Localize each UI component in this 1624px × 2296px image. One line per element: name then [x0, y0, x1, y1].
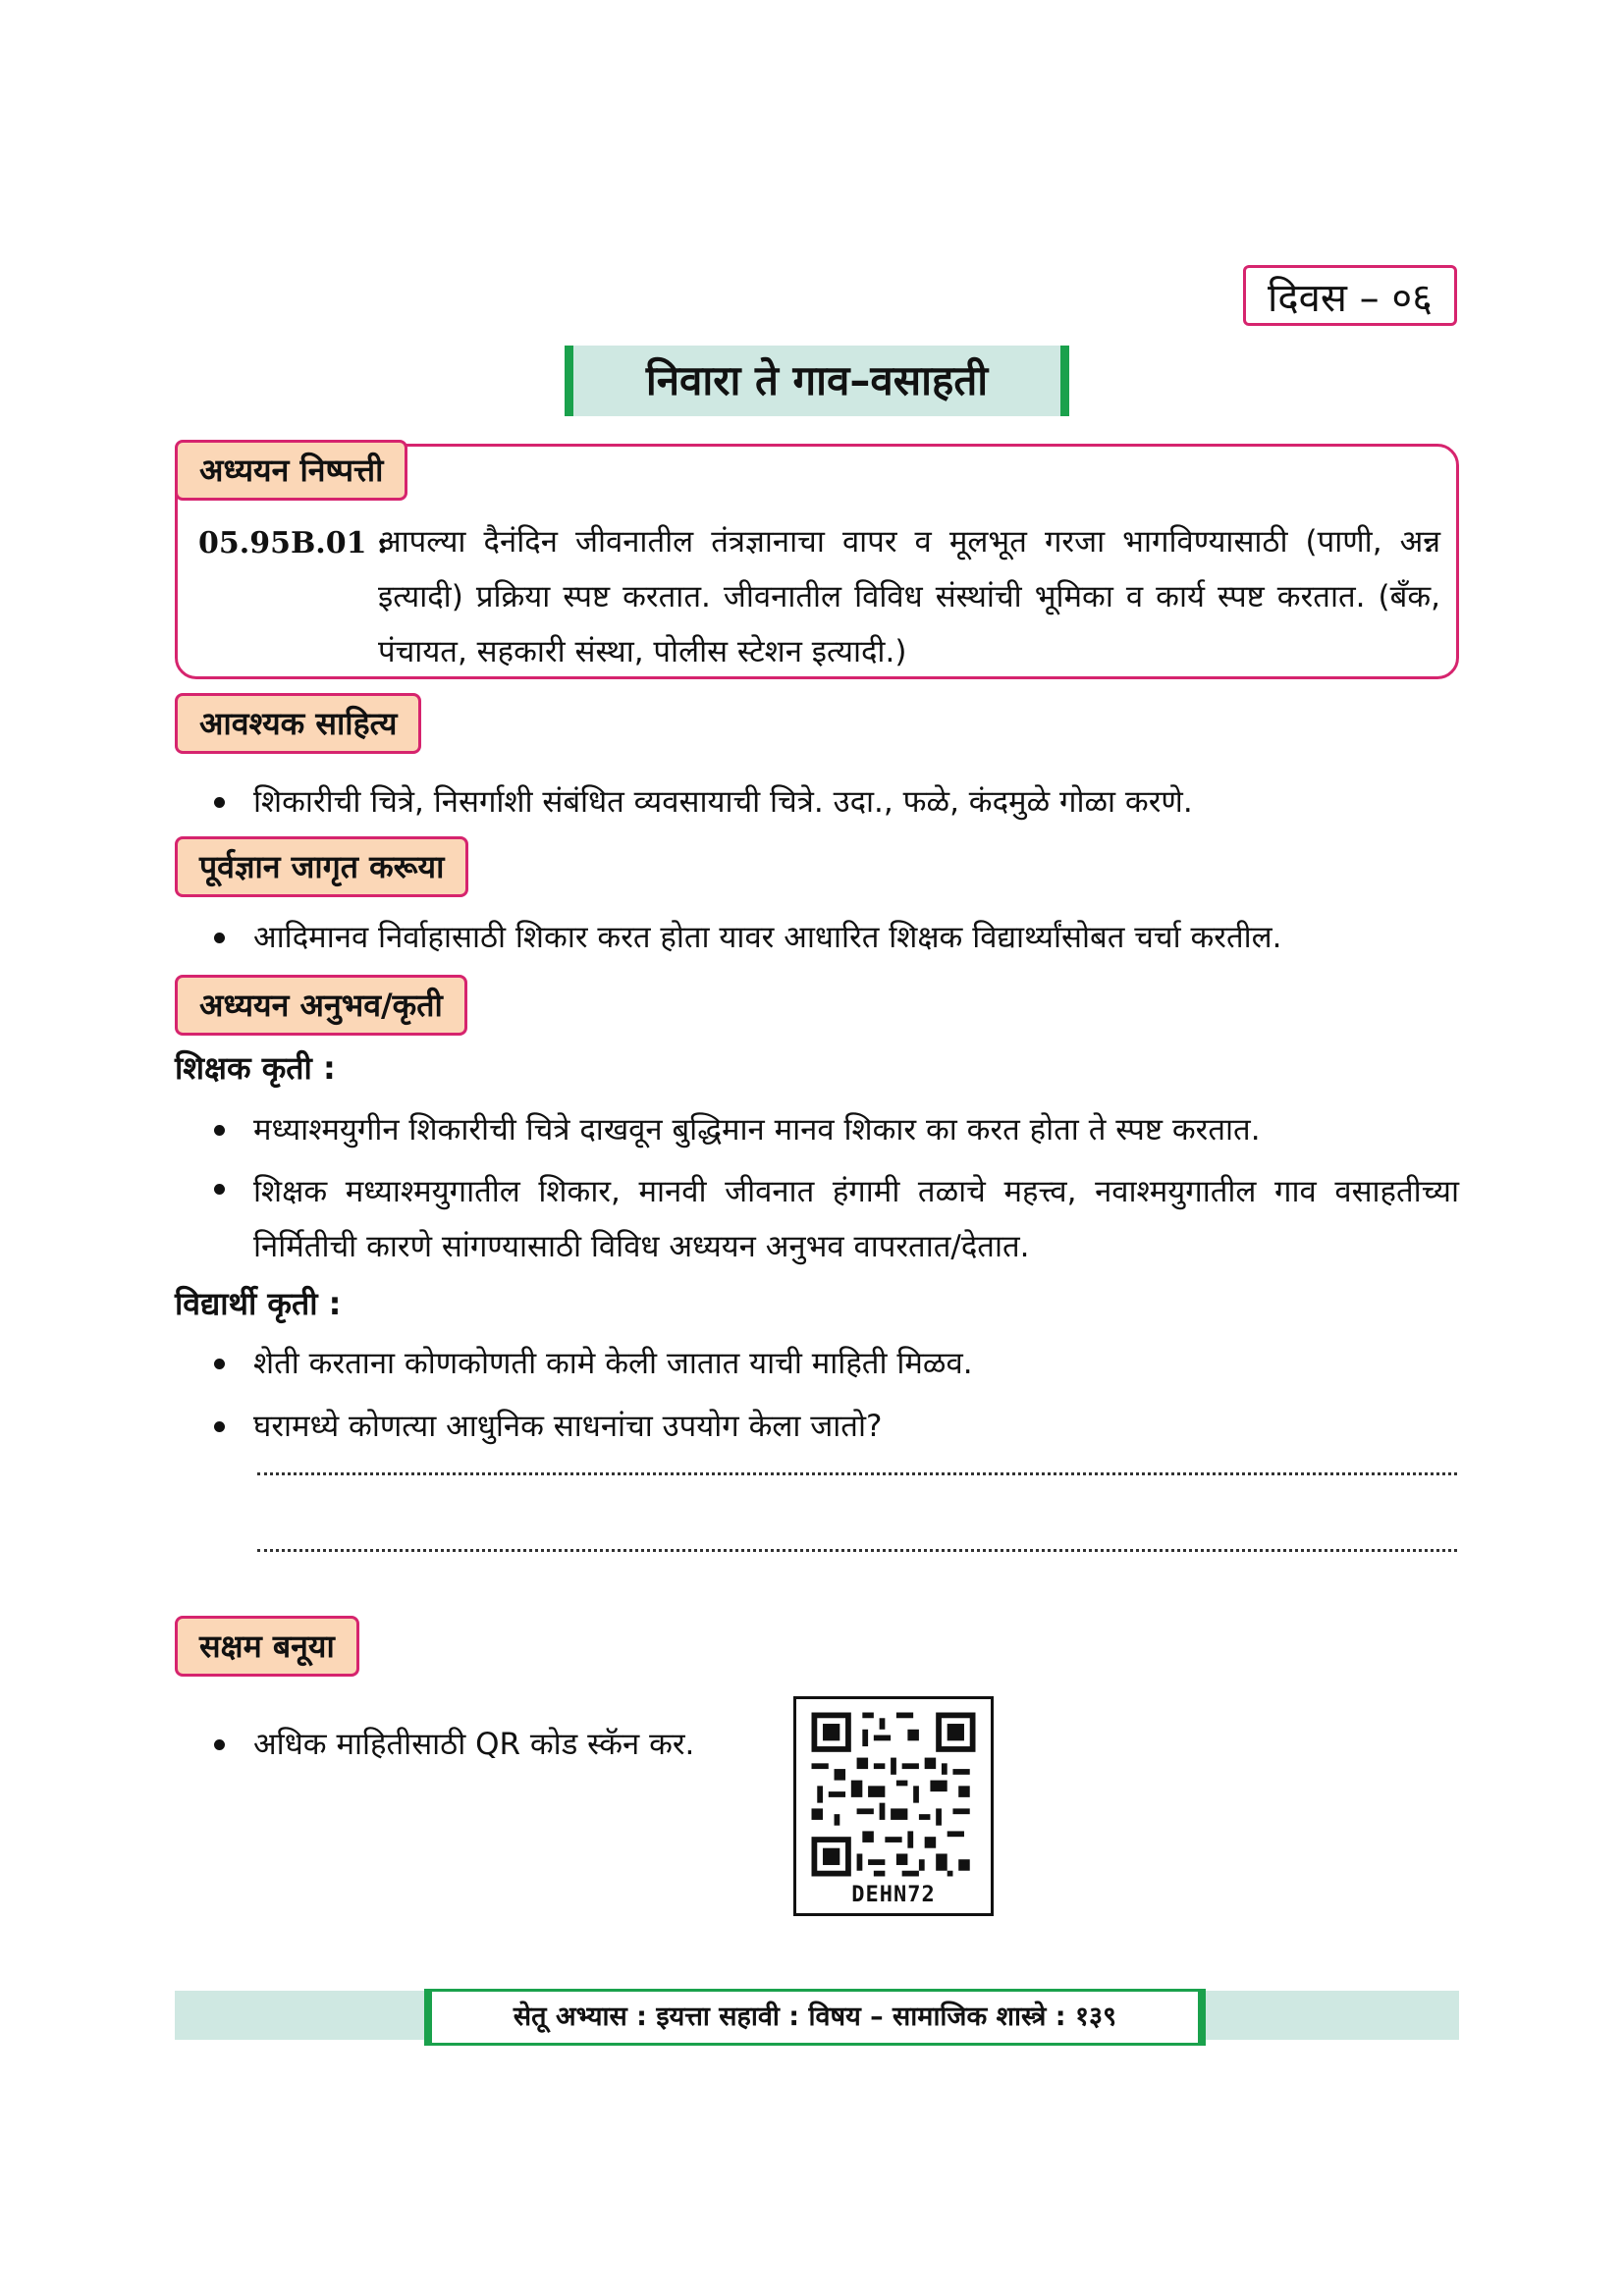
- student-activity-heading: विद्यार्थी कृती :: [175, 1285, 342, 1322]
- outcome-code: 05.95B.01 :: [198, 526, 389, 561]
- prior-knowledge-heading: पूर्वज्ञान जागृत करूया: [175, 836, 468, 897]
- materials-item-text: शिकारीची चित्रे, निसर्गाशी संबंधित व्यवसायाची चित्रे. उदा., फळे, कंदमुळे गोळा करणे.: [253, 784, 1193, 820]
- teacher-item-text: मध्याश्मयुगीन शिकारीची चित्रे दाखवून बुद्धिमान मानव शिकार का करत होता ते स्पष्ट करतात.: [253, 1112, 1261, 1148]
- footer-text: सेतू अभ्यास : इयत्ता सहावी : विषय – सामाजिक शास्त्रे : १३९: [424, 1989, 1206, 2046]
- materials-heading: आवश्यक साहित्य: [175, 693, 421, 754]
- qr-code-icon: [796, 1701, 991, 1888]
- bullet-icon: [214, 1359, 225, 1369]
- lesson-title: निवारा ते गाव–वसाहती: [565, 346, 1069, 416]
- teacher-item-text: शिक्षक मध्याश्मयुगातील शिकार, मानवी जीवनात हंगामी तळाचे महत्त्व, नवाश्मयुगातील गाव वसाहतीच्या निर्मितीची कारणे सांगण्यासाठी विविध अध्ययन अनुभव वापरतात/देतात.: [253, 1174, 1459, 1264]
- bullet-icon: [214, 1421, 225, 1432]
- student-item-text: शेती करताना कोणकोणती कामे केली जातात याची माहिती मिळव.: [253, 1346, 973, 1381]
- empowerment-heading: सक्षम बनूया: [175, 1616, 359, 1677]
- learning-experience-heading: अध्ययन अनुभव/कृती: [175, 975, 467, 1036]
- bullet-icon: [214, 797, 225, 808]
- answer-line[interactable]: [257, 1549, 1457, 1552]
- list-item: [253, 1339, 1451, 1388]
- bullet-icon: [214, 1125, 225, 1136]
- list-item: [253, 1720, 784, 1769]
- prior-knowledge-item-text: आदिमानव निर्वाहासाठी शिकार करत होता यावर आधारित शिक्षक विद्यार्थ्यांसोबत चर्चा करतील.: [253, 920, 1282, 955]
- bullet-icon: [214, 1739, 225, 1750]
- bullet-icon: [214, 1184, 225, 1195]
- list-item: [253, 1164, 1459, 1274]
- qr-code-label: DEHN72: [851, 1883, 936, 1907]
- teacher-activity-heading: शिक्षक कृती :: [175, 1049, 336, 1087]
- list-item: [253, 777, 1451, 827]
- learning-outcome-heading: अध्ययन निष्पत्ती: [175, 440, 407, 501]
- answer-line[interactable]: [257, 1472, 1457, 1475]
- bullet-icon: [214, 933, 225, 943]
- outcome-text: आपल्या दैनंदिन जीवनातील तंत्रज्ञानाचा वापर व मूलभूत गरजा भागविण्यासाठी (पाणी, अन्न इत्यादी) प्रक्रिया स्पष्ट करतात. जीवनातील विविध संस्थांची भूमिका व कार्य स्पष्ट करतात. (बँक, पंचायत, सहकारी संस्था, पोलीस स्टेशन इत्यादी.): [378, 524, 1440, 669]
- day-badge: दिवस – ०६: [1243, 265, 1457, 326]
- list-item: [253, 1105, 1451, 1154]
- student-item-text: घरामध्ये कोणत्या आधुनिक साधनांचा उपयोग केला जातो?: [253, 1409, 883, 1444]
- list-item: [253, 1402, 1451, 1451]
- empowerment-item-text: अधिक माहितीसाठी QR कोड स्कॅन कर.: [253, 1727, 695, 1762]
- list-item: [253, 913, 1461, 962]
